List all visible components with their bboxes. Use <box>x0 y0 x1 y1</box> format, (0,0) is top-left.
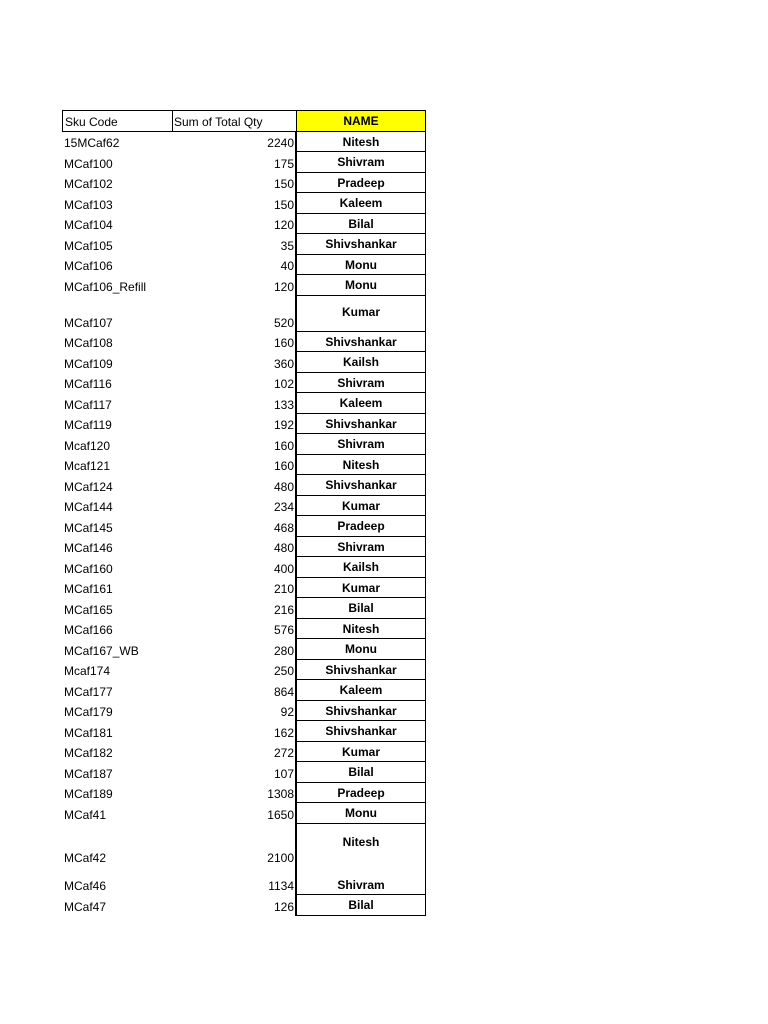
total-qty-cell[interactable]: 520 <box>173 296 297 332</box>
name-cell[interactable]: Shivram <box>297 373 426 393</box>
total-qty-cell[interactable]: 150 <box>173 193 297 214</box>
table-row <box>62 455 426 475</box>
sku-code-cell[interactable]: MCaf182 <box>64 746 113 760</box>
name-cell[interactable]: Monu <box>297 275 426 296</box>
name-cell[interactable]: Shivshankar <box>297 414 426 434</box>
total-qty-cell[interactable]: 133 <box>173 393 297 414</box>
total-qty-cell[interactable]: 1308 <box>173 783 297 803</box>
table-row <box>62 578 426 598</box>
total-qty-cell[interactable]: 576 <box>173 619 297 639</box>
table-row <box>62 895 426 916</box>
total-qty-cell[interactable]: 250 <box>173 660 297 680</box>
total-qty-cell[interactable]: 468 <box>173 516 297 537</box>
table-row <box>62 867 426 895</box>
sku-code-cell[interactable]: MCaf145 <box>64 521 113 535</box>
table-row <box>62 132 426 152</box>
sku-code-cell[interactable]: MCaf106 <box>64 259 113 273</box>
table-row <box>62 783 426 803</box>
table-body <box>62 132 426 916</box>
sku-code-cell[interactable]: MCaf167_WB <box>64 644 139 658</box>
name-cell[interactable]: Kailsh <box>297 352 426 373</box>
total-qty-cell[interactable]: 192 <box>173 414 297 434</box>
sku-code-cell[interactable]: MCaf144 <box>64 500 113 514</box>
total-qty-cell[interactable]: 272 <box>173 742 297 762</box>
sku-code-cell[interactable]: MCaf108 <box>64 336 113 350</box>
table-row <box>62 152 426 173</box>
table-row <box>62 332 426 352</box>
sku-code-cell[interactable]: MCaf179 <box>64 705 113 719</box>
table-row <box>62 660 426 680</box>
name-cell[interactable]: Nitesh <box>297 824 426 867</box>
sku-code-cell[interactable]: MCaf124 <box>64 480 113 494</box>
name-cell[interactable]: Bilal <box>297 598 426 619</box>
sku-code-cell[interactable]: MCaf166 <box>64 623 113 637</box>
total-qty-cell[interactable]: 160 <box>173 434 297 455</box>
sku-code-cell[interactable]: MCaf181 <box>64 726 113 740</box>
name-cell[interactable]: Shivshankar <box>297 332 426 352</box>
table-row <box>62 296 426 332</box>
table-row <box>62 193 426 214</box>
sku-code-cell[interactable]: MCaf177 <box>64 685 113 699</box>
sku-code-cell[interactable]: MCaf42 <box>64 851 107 865</box>
sku-code-cell[interactable]: 15MCaf62 <box>64 136 120 150</box>
name-cell[interactable]: Kaleem <box>297 680 426 701</box>
sku-code-cell[interactable]: MCaf103 <box>64 198 113 212</box>
total-qty-cell[interactable]: 480 <box>173 537 297 557</box>
table-row <box>62 762 426 783</box>
name-cell[interactable]: Kailsh <box>297 557 426 578</box>
table-row <box>62 639 426 660</box>
table-header-row <box>62 110 426 132</box>
name-cell[interactable]: Kaleem <box>297 393 426 414</box>
table-row <box>62 214 426 234</box>
name-cell[interactable]: Monu <box>297 255 426 275</box>
header-name[interactable]: NAME <box>297 111 426 131</box>
total-qty-cell[interactable]: 216 <box>173 598 297 619</box>
table-row <box>62 803 426 824</box>
name-cell[interactable]: Pradeep <box>297 173 426 193</box>
sku-code-cell[interactable]: MCaf187 <box>64 767 113 781</box>
sku-table <box>62 110 426 916</box>
sku-code-cell[interactable]: MCaf47 <box>64 900 107 914</box>
table-row <box>62 173 426 193</box>
name-cell[interactable]: Bilal <box>297 214 426 234</box>
name-cell[interactable]: Bilal <box>297 762 426 783</box>
name-cell[interactable]: Nitesh <box>297 455 426 475</box>
name-cell[interactable]: Kumar <box>297 578 426 598</box>
sku-code-cell[interactable]: MCaf109 <box>64 357 113 371</box>
table-row <box>62 434 426 455</box>
sku-code-cell[interactable]: MCaf146 <box>64 541 113 555</box>
name-cell[interactable]: Nitesh <box>297 132 426 152</box>
total-qty-cell[interactable]: 1650 <box>173 803 297 824</box>
sku-code-cell[interactable]: MCaf102 <box>64 177 113 191</box>
name-cell[interactable]: Shivshankar <box>297 475 426 496</box>
table-row <box>62 701 426 721</box>
sku-code-cell[interactable]: MCaf107 <box>64 316 113 330</box>
table-row <box>62 234 426 255</box>
total-qty-cell[interactable]: 2100 <box>173 824 297 867</box>
sku-code-cell[interactable]: MCaf104 <box>64 218 113 232</box>
name-cell[interactable]: Shivshankar <box>297 701 426 721</box>
sku-code-cell[interactable]: MCaf105 <box>64 239 113 253</box>
name-cell[interactable]: Kaleem <box>297 193 426 214</box>
name-cell[interactable]: Shivshankar <box>297 234 426 255</box>
name-cell[interactable]: Kumar <box>297 742 426 762</box>
name-cell[interactable]: Shivram <box>297 152 426 173</box>
name-cell[interactable]: Monu <box>297 803 426 824</box>
table-row <box>62 496 426 516</box>
total-qty-cell[interactable]: 175 <box>173 152 297 173</box>
total-qty-cell[interactable]: 210 <box>173 578 297 598</box>
header-sum-total-qty[interactable]: Sum of Total Qty <box>173 111 297 131</box>
sku-code-cell[interactable]: MCaf165 <box>64 603 113 617</box>
name-cell[interactable]: Shivshankar <box>297 660 426 680</box>
total-qty-cell[interactable]: 102 <box>173 373 297 393</box>
total-qty-cell[interactable]: 864 <box>173 680 297 701</box>
table-row <box>62 414 426 434</box>
name-cell[interactable]: Kumar <box>297 296 426 332</box>
sku-code-cell[interactable]: MCaf100 <box>64 157 113 171</box>
total-qty-cell[interactable]: 162 <box>173 721 297 742</box>
sku-code-cell[interactable]: MCaf119 <box>64 418 112 432</box>
table-row <box>62 255 426 275</box>
sku-code-cell[interactable]: Mcaf174 <box>64 664 111 678</box>
sku-code-cell[interactable]: MCaf41 <box>64 808 107 822</box>
total-qty-cell[interactable]: 160 <box>173 455 297 475</box>
table-row <box>62 742 426 762</box>
total-qty-cell[interactable]: 234 <box>173 496 297 516</box>
sku-code-cell[interactable]: MCaf46 <box>64 879 107 893</box>
sku-code-cell[interactable]: MCaf117 <box>64 398 112 412</box>
total-qty-cell[interactable]: 2240 <box>173 132 297 152</box>
header-sku-code[interactable]: Sku Code <box>62 111 173 131</box>
total-qty-cell[interactable]: 40 <box>173 255 297 275</box>
name-cell[interactable]: Kumar <box>297 496 426 516</box>
total-qty-cell[interactable]: 1134 <box>173 867 297 895</box>
total-qty-cell[interactable]: 126 <box>173 895 297 916</box>
total-qty-cell[interactable]: 35 <box>173 234 297 255</box>
total-qty-cell[interactable]: 120 <box>173 275 297 296</box>
total-qty-cell[interactable]: 150 <box>173 173 297 193</box>
name-cell[interactable]: Nitesh <box>297 619 426 639</box>
table-row <box>62 598 426 619</box>
total-qty-cell[interactable]: 360 <box>173 352 297 373</box>
table-row <box>62 680 426 701</box>
table-row <box>62 619 426 639</box>
table-row <box>62 557 426 578</box>
table-row <box>62 475 426 496</box>
sku-code-cell[interactable]: MCaf189 <box>64 787 113 801</box>
name-cell[interactable]: Shivram <box>297 434 426 455</box>
total-qty-cell[interactable]: 480 <box>173 475 297 496</box>
sku-code-cell[interactable]: Mcaf120 <box>64 439 111 453</box>
sku-code-cell[interactable]: Mcaf121 <box>64 459 111 473</box>
name-cell[interactable]: Monu <box>297 639 426 660</box>
table-row <box>62 352 426 373</box>
total-qty-cell[interactable]: 280 <box>173 639 297 660</box>
sku-code-cell[interactable]: MCaf160 <box>64 562 113 576</box>
name-cell[interactable]: Bilal <box>297 895 426 916</box>
table-row <box>62 824 426 867</box>
table-row <box>62 721 426 742</box>
name-cell[interactable]: Shivshankar <box>297 721 426 742</box>
total-qty-cell[interactable]: 120 <box>173 214 297 234</box>
name-cell[interactable]: Shivram <box>297 537 426 557</box>
sku-code-cell[interactable]: MCaf106_Refill <box>64 280 147 294</box>
table-row <box>62 275 426 296</box>
total-qty-cell[interactable]: 160 <box>173 332 297 352</box>
total-qty-cell[interactable]: 400 <box>173 557 297 578</box>
name-cell[interactable]: Shivram <box>297 867 426 895</box>
table-row <box>62 373 426 393</box>
total-qty-cell[interactable]: 92 <box>173 701 297 721</box>
sku-code-cell[interactable]: MCaf116 <box>64 377 112 391</box>
sku-code-cell[interactable]: MCaf161 <box>64 582 113 596</box>
name-cell[interactable]: Pradeep <box>297 516 426 537</box>
table-row <box>62 393 426 414</box>
table-row <box>62 516 426 537</box>
total-qty-cell[interactable]: 107 <box>173 762 297 783</box>
name-cell[interactable]: Pradeep <box>297 783 426 803</box>
table-row <box>62 537 426 557</box>
